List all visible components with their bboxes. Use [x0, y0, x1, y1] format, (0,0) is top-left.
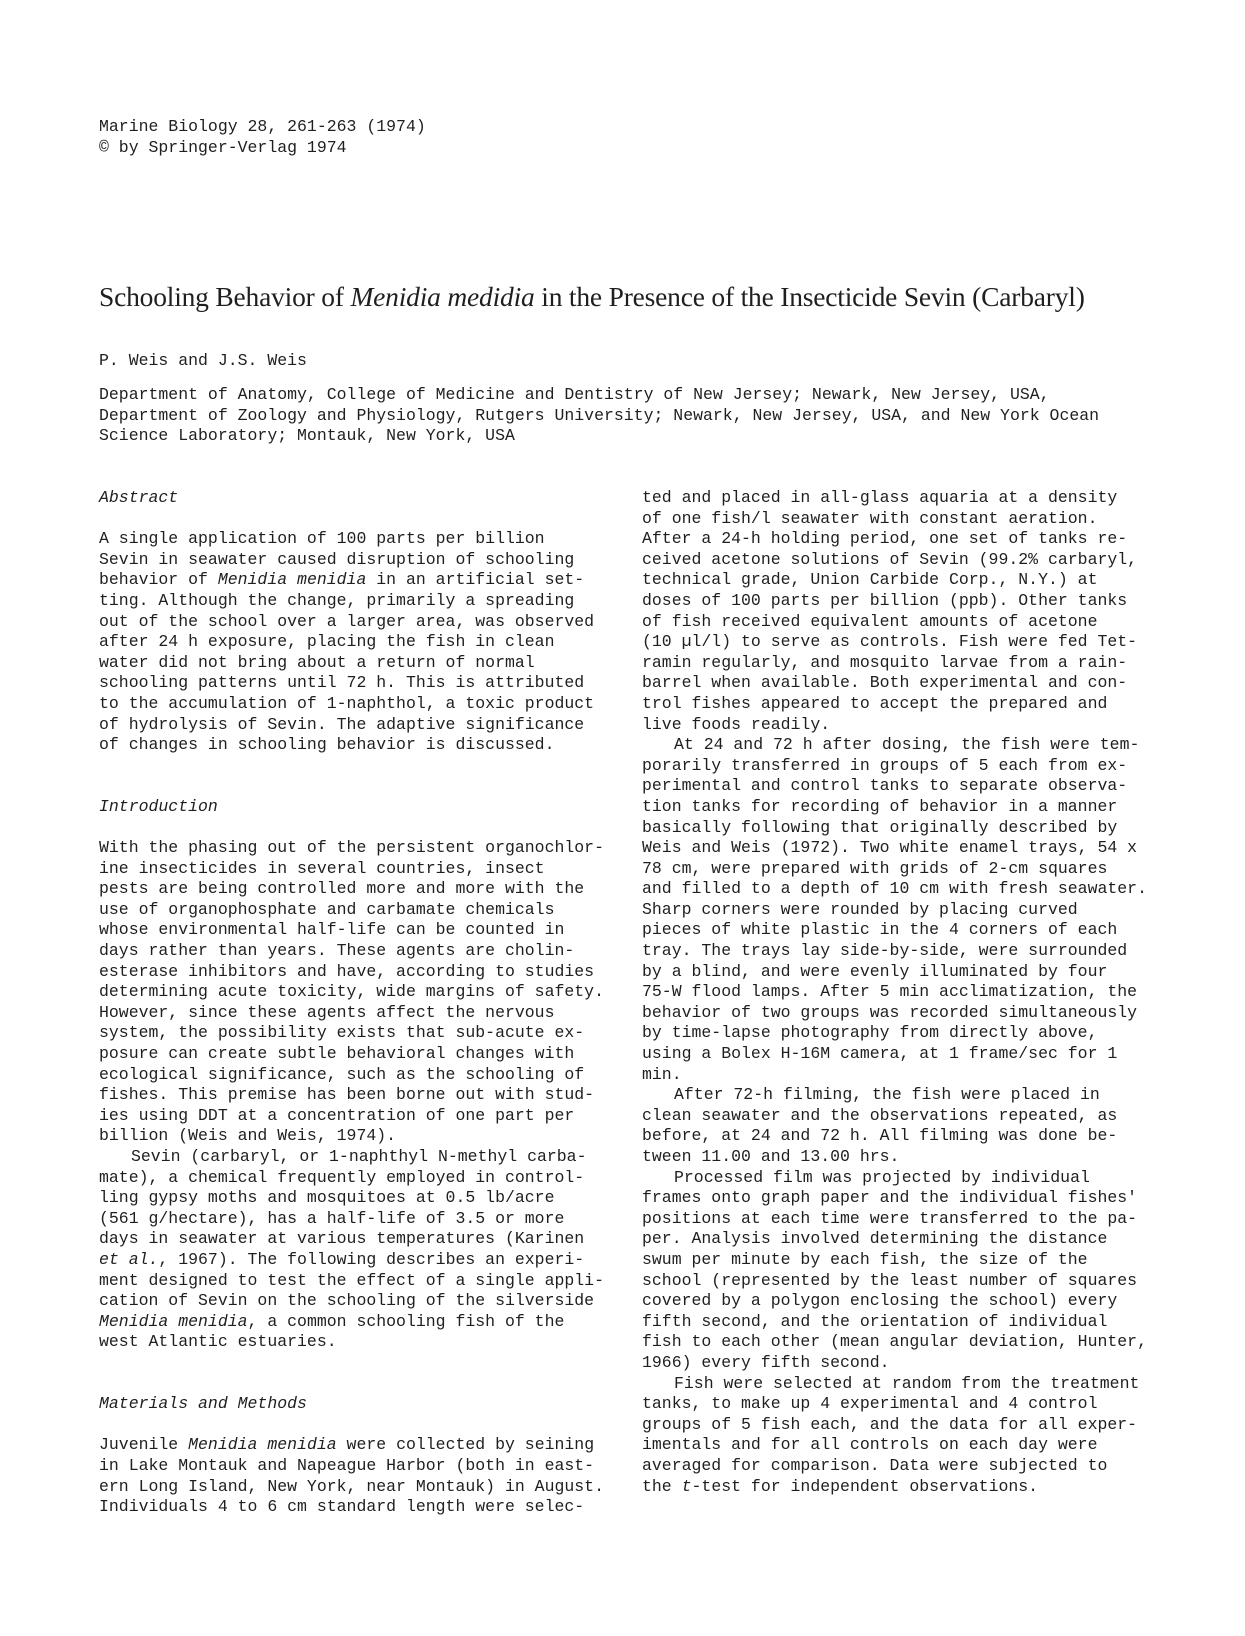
text-line: west Atlantic estuaries. [99, 1332, 337, 1352]
text-line: doses of 100 parts per billion (ppb). Other tanks [642, 590, 1128, 610]
title-before: Schooling Behavior of [99, 281, 351, 312]
text-line: use of organophosphate and carbamate chemicals [99, 899, 555, 919]
text-line: Sevin (carbaryl, or 1-naphthyl N-methyl carba- [131, 1147, 587, 1166]
text-line: fishes. This premise has been borne out with stud- [99, 1085, 595, 1105]
text-line: Weis and Weis (1972). Two white enamel trays, 54 x [642, 838, 1138, 858]
abstract-body [99, 529, 609, 756]
text-line: At 24 and 72 h after dosing, the fish were tem- [674, 735, 1140, 755]
text-line: days in seawater at various temperatures (Karinen [99, 1229, 585, 1249]
text-line: billion (Weis and Weis, 1974). [99, 1126, 397, 1146]
text-line: basically following that originally described by [642, 817, 1118, 837]
text-line: Juvenile Menidia menidia were collected by seining [99, 1435, 595, 1455]
affiliation-line: Science Laboratory; Montauk, New York, USA [99, 426, 515, 446]
text-line: system, the possibility exists that sub-acute ex- [99, 1023, 585, 1043]
text-line: ine insecticides in several countries, insect [99, 858, 545, 878]
title-after: in the Presence of the Insecticide Sevin (Carbaryl) [534, 281, 1085, 312]
text-line: of hydrolysis of Sevin. The adaptive significance [99, 714, 585, 734]
text-line: ment designed to test the effect of a single appli- [99, 1270, 604, 1290]
text-line: frames onto graph paper and the individual fishes' [642, 1188, 1138, 1208]
right-column [642, 488, 1162, 1497]
text-line: 75-W flood lamps. After 5 min acclimatization, the [642, 982, 1138, 1002]
affiliation-line: Department of Anatomy, College of Medicine and Dentistry of New Jersey; Newark, New Jersey, USA, [99, 385, 1050, 404]
abstract-heading: Abstract [99, 488, 179, 507]
text-line: by a blind, and were evenly illuminated by four [642, 961, 1108, 981]
authors: P. Weis and J.S. Weis [99, 351, 307, 370]
text-line: whose environmental half-life can be counted in [99, 920, 565, 940]
text-line: Fish were selected at random from the treatment [674, 1373, 1140, 1393]
text-line: clean seawater and the observations repeated, as [642, 1105, 1118, 1125]
text-line: A single application of 100 parts per billion [99, 529, 545, 549]
text-line: the t-test for independent observations. [642, 1476, 1039, 1496]
journal-citation: Marine Biology 28, 261-263 (1974) [99, 117, 426, 136]
text-line: fish to each other (mean angular deviation, Hunter, [642, 1332, 1147, 1352]
text-line: mate), a chemical frequently employed in control- [99, 1167, 585, 1187]
text-line: tray. The trays lay side-by-side, were surrounded [642, 941, 1128, 961]
text-line: before, at 24 and 72 h. All filming was done be- [642, 1126, 1118, 1146]
text-line: ramin regularly, and mosquito larvae from a rain- [642, 652, 1128, 672]
methods-continued-body [642, 488, 1162, 1497]
text-line: ting. Although the change, primarily a spreading [99, 590, 575, 610]
text-line: ies using DDT at a concentration of one part per [99, 1105, 575, 1125]
text-line: of fish received equivalent amounts of acetone [642, 611, 1098, 631]
text-line: school (represented by the least number of squares [642, 1270, 1138, 1290]
text-line: fifth second, and the orientation of individual [642, 1311, 1108, 1331]
introduction-heading: Introduction [99, 796, 218, 816]
text-line: ceived acetone solutions of Sevin (99.2% carbaryl, [642, 549, 1138, 569]
text-line: pieces of white plastic in the 4 corners of each [642, 920, 1118, 940]
copyright-line: © by Springer-Verlag 1974 [99, 137, 347, 157]
text-line: of one fish/l seawater with constant aeration. [642, 508, 1098, 528]
text-line: groups of 5 fish each, and the data for all exper- [642, 1414, 1138, 1434]
text-line: to the accumulation of 1-naphthol, a toxic product [99, 693, 595, 713]
text-line: out of the school over a larger area, was observed [99, 611, 595, 631]
text-line: esterase inhibitors and have, according to studies [99, 961, 595, 981]
text-line: behavior of two groups was recorded simultaneously [642, 1002, 1138, 1022]
text-line: posure can create subtle behavioral changes with [99, 1044, 575, 1064]
text-line: covered by a polygon enclosing the school) every [642, 1291, 1118, 1311]
left-column [99, 488, 609, 1518]
text-line: and filled to a depth of 10 cm with fresh seawater. [642, 879, 1147, 899]
text-line: pests are being controlled more and more with the [99, 879, 585, 899]
text-line: after 24 h exposure, placing the fish in clean [99, 632, 555, 652]
text-line: schooling patterns until 72 h. This is attributed [99, 673, 585, 693]
text-line: Sharp corners were rounded by placing curved [642, 899, 1078, 919]
text-line: ling gypsy moths and mosquitoes at 0.5 lb/acre [99, 1188, 555, 1208]
text-line: behavior of Menidia menidia in an artificial set- [99, 570, 585, 590]
text-line: tanks, to make up 4 experimental and 4 control [642, 1394, 1098, 1414]
journal-header [99, 117, 426, 158]
introduction-body [99, 838, 609, 1353]
text-line: ecological significance, such as the schooling of [99, 1064, 585, 1084]
text-line: tion tanks for recording of behavior in a manner [642, 796, 1118, 816]
affiliations [99, 385, 1179, 447]
text-line: ern Long Island, New York, near Montauk) in August. [99, 1476, 604, 1496]
text-line: technical grade, Union Carbide Corp., N.Y.) at [642, 570, 1098, 590]
text-line: After 72-h filming, the fish were placed in [674, 1085, 1100, 1105]
text-line: With the phasing out of the persistent organochlor- [99, 838, 604, 858]
text-line: days rather than years. These agents are cholin- [99, 941, 575, 961]
affiliation-line: Department of Zoology and Physiology, Rutgers University; Newark, New Jersey, USA, and New York Ocean [99, 405, 1100, 425]
text-line: 78 cm, were prepared with grids of 2-cm squares [642, 858, 1108, 878]
text-line: positions at each time were transferred to the pa- [642, 1208, 1138, 1228]
text-line: live foods readily. [642, 714, 831, 734]
text-line: tween 11.00 and 13.00 hrs. [642, 1147, 900, 1166]
text-line: 1966) every fifth second. [642, 1352, 890, 1372]
text-line: Individuals 4 to 6 cm standard length were selec- [99, 1497, 585, 1517]
text-line: of changes in schooling behavior is discussed. [99, 735, 555, 755]
paper-title [99, 280, 1085, 314]
text-line: (10 µl/l) to serve as controls. Fish were fed Tet- [642, 632, 1138, 652]
text-line: After a 24-h holding period, one set of tanks re- [642, 529, 1128, 549]
text-line: porarily transferred in groups of 5 each from ex- [642, 755, 1128, 775]
text-line: ted and placed in all-glass aquaria at a density [642, 488, 1118, 507]
title-species: Menidia medidia [350, 281, 535, 312]
text-line: Sevin in seawater caused disruption of schooling [99, 549, 575, 569]
text-line: imentals and for all controls on each day were [642, 1435, 1098, 1455]
methods-body [99, 1435, 609, 1517]
text-line: et al., 1967). The following describes an experi- [99, 1249, 585, 1269]
text-line: perimental and control tanks to separate observa- [642, 776, 1128, 796]
text-line: water did not bring about a return of normal [99, 652, 535, 672]
text-line: trol fishes appeared to accept the prepared and [642, 693, 1108, 713]
text-line: using a Bolex H-16M camera, at 1 frame/sec for 1 [642, 1044, 1118, 1064]
text-line: barrel when available. Both experimental and con- [642, 673, 1128, 693]
text-line: swum per minute by each fish, the size of the [642, 1249, 1088, 1269]
text-line: by time-lapse photography from directly above, [642, 1023, 1098, 1043]
text-line: Processed film was projected by individual [674, 1167, 1090, 1187]
text-line: determining acute toxicity, wide margins of safety. [99, 982, 604, 1002]
text-line: However, since these agents affect the nervous [99, 1002, 555, 1022]
text-line: min. [642, 1064, 682, 1084]
methods-heading: Materials and Methods [99, 1394, 307, 1414]
text-line: Menidia menidia, a common schooling fish of the [99, 1311, 565, 1331]
text-line: cation of Sevin on the schooling of the silverside [99, 1291, 595, 1311]
text-line: averaged for comparison. Data were subjected to [642, 1455, 1108, 1475]
text-line: in Lake Montauk and Napeague Harbor (both in east- [99, 1455, 595, 1475]
text-line: (561 g/hectare), has a half-life of 3.5 or more [99, 1208, 565, 1228]
text-line: per. Analysis involved determining the distance [642, 1229, 1108, 1249]
